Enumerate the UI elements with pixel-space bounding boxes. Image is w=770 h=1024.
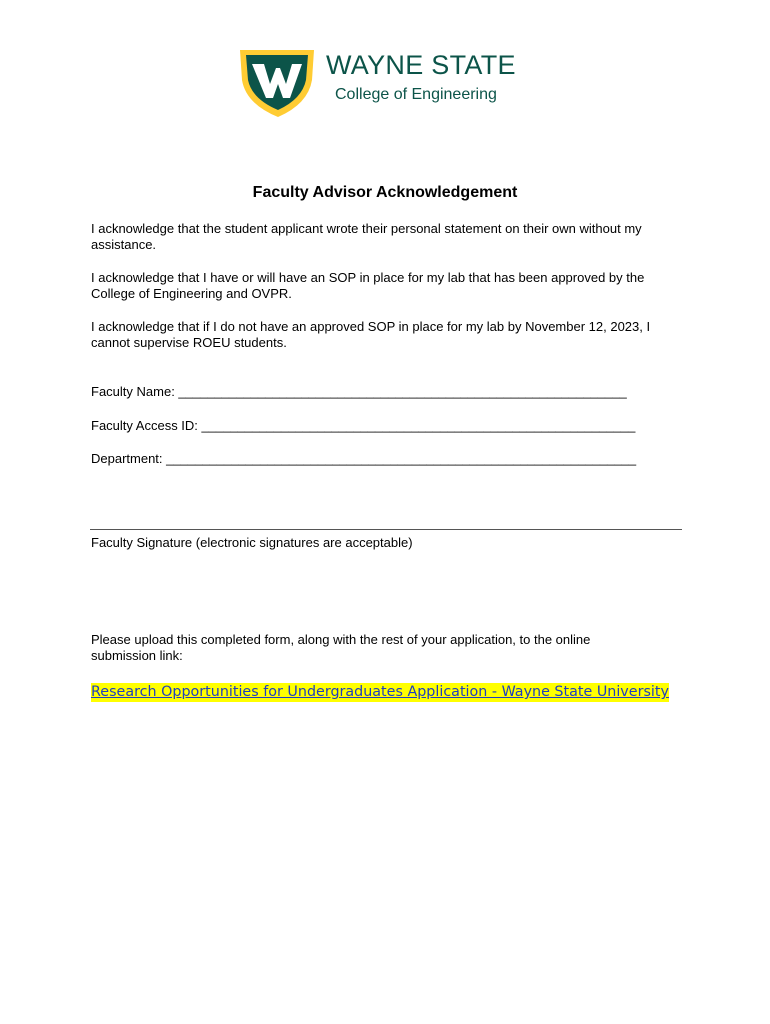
faculty-name-field[interactable]: Faculty Name: ______________________________________________________________ [91,384,627,399]
logo-subtitle: College of Engineering [335,86,497,103]
faculty-access-id-field[interactable]: Faculty Access ID: ____________________________________________________________ [91,418,636,433]
logo-name: WAYNE STATE [326,50,516,80]
signature-label: Faculty Signature (electronic signatures are acceptable) [91,535,413,550]
acknowledgement-1: I acknowledge that the student applicant wrote their personal statement on their own without my assistance. [91,221,642,252]
acknowledgement-2: I acknowledge that I have or will have an SOP in place for my lab that has been approved by the College of Engineering and OVPR. [91,270,645,301]
upload-instructions: Please upload this completed form, along with the rest of your application, to the online submission link: [91,632,591,663]
acknowledgement-3: I acknowledge that if I do not have an approved SOP in place for my lab by November 12, 2023, I cannot supervise ROEU students. [91,319,651,350]
signature-line[interactable] [90,529,682,530]
document-title: Faculty Advisor Acknowledgement [252,184,518,201]
department-field[interactable]: Department: _________________________________________________________________ [91,451,637,466]
shield-w-icon [238,44,316,118]
application-link[interactable]: Research Opportunities for Undergraduates Application - Wayne State University [91,684,669,700]
wayne-state-logo [238,44,538,120]
